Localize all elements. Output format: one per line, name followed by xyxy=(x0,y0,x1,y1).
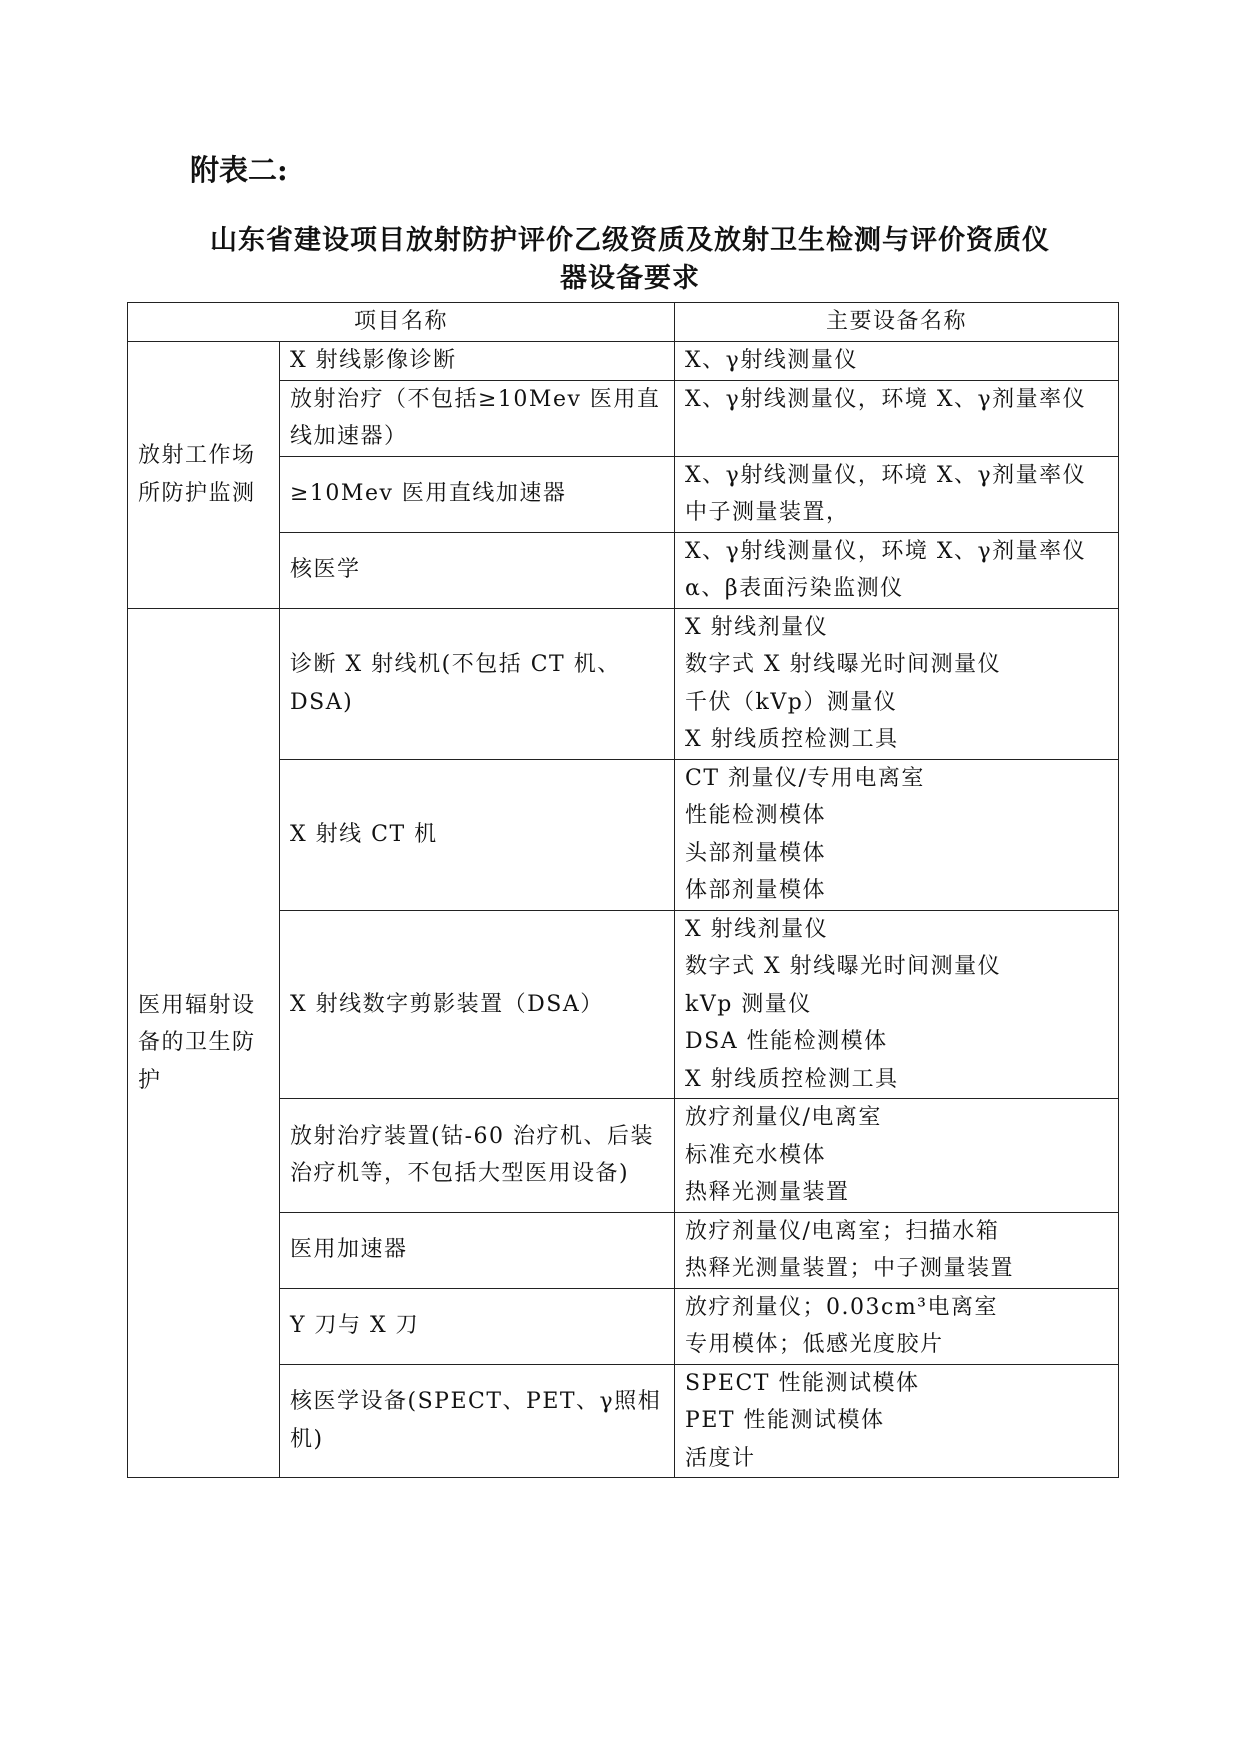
item-name-cell xyxy=(280,759,675,910)
equipment-item: 中子测量装置， xyxy=(685,500,850,525)
category-cell xyxy=(128,608,280,1478)
equipment-cell xyxy=(675,1099,1119,1213)
equipment-item: X、γ射线测量仪，环境 X、γ剂量率仪 xyxy=(685,386,1087,412)
equipment-item: 活度计 xyxy=(685,1445,756,1471)
item-name: X 射线影像诊断 xyxy=(290,348,457,373)
equipment-cell xyxy=(675,759,1119,910)
table-row xyxy=(128,342,1119,381)
category-cell xyxy=(128,342,280,609)
equipment-item: 放疗剂量仪/电离室 xyxy=(685,1105,882,1130)
item-name: 放射治疗装置(钴-60 治疗机、后装治疗机等，不包括大型医用设备) xyxy=(290,1123,655,1187)
item-name: X 射线数字剪影装置（DSA） xyxy=(290,991,604,1017)
equipment-cell xyxy=(675,608,1119,759)
item-name-cell xyxy=(280,1212,675,1288)
equipment-item: 千伏（kVp）测量仪 xyxy=(685,689,898,715)
equipment-item: 数字式 X 射线曝光时间测量仪 xyxy=(685,652,1002,677)
equipment-item: 数字式 X 射线曝光时间测量仪 xyxy=(685,954,1002,979)
item-name-cell xyxy=(280,1099,675,1213)
item-name: 诊断 X 射线机(不包括 CT 机、DSA) xyxy=(290,652,621,715)
appendix-label: 附表二: xyxy=(190,153,288,187)
equipment-item: DSA 性能检测模体 xyxy=(685,1029,888,1054)
table-row xyxy=(128,608,1119,759)
item-name: 放射治疗（不包括≥10Mev 医用直线加速器） xyxy=(290,386,661,449)
item-name: 核医学 xyxy=(290,557,361,583)
equipment-item: X 射线剂量仪 xyxy=(685,916,829,942)
equipment-cell xyxy=(675,342,1119,381)
item-name-cell xyxy=(280,380,675,456)
equipment-item: SPECT 性能测试模体 xyxy=(685,1370,920,1396)
equipment-item: CT 剂量仪/专用电离室 xyxy=(685,765,925,791)
equipment-item: X、γ射线测量仪，环境 X、γ剂量率仪 xyxy=(685,462,1087,488)
equipment-requirements-table xyxy=(127,302,1119,1478)
header-item-name: 项目名称 xyxy=(128,303,675,342)
equipment-item: 放疗剂量仪；0.03cm³电离室 xyxy=(685,1294,999,1320)
item-name-cell xyxy=(280,532,675,608)
item-name: 医用加速器 xyxy=(290,1237,408,1263)
item-name: X 射线 CT 机 xyxy=(290,821,438,847)
equipment-item: 标准充水模体 xyxy=(685,1142,827,1168)
equipment-item: α、β表面污染监测仪 xyxy=(685,576,904,601)
item-name-cell xyxy=(280,1364,675,1478)
item-name-cell xyxy=(280,456,675,532)
document-title xyxy=(180,222,1080,298)
header-equipment-name: 主要设备名称 xyxy=(675,303,1119,342)
equipment-cell xyxy=(675,456,1119,532)
equipment-item: X 射线质控检测工具 xyxy=(685,727,899,752)
equipment-item: 放疗剂量仪/电离室；扫描水箱 xyxy=(685,1218,1000,1244)
equipment-item: kVp 测量仪 xyxy=(685,991,812,1017)
item-name: Y 刀与 X 刀 xyxy=(290,1313,420,1339)
equipment-item: 热释光测量装置 xyxy=(685,1180,850,1205)
equipment-cell xyxy=(675,532,1119,608)
item-name-cell xyxy=(280,910,675,1099)
equipment-item: X、γ射线测量仪，环境 X、γ剂量率仪 xyxy=(685,538,1087,564)
table-header-row xyxy=(128,303,1119,342)
equipment-item: 热释光测量装置；中子测量装置 xyxy=(685,1256,1015,1281)
category-label: 医用辐射设备的卫生防护 xyxy=(138,992,256,1093)
equipment-cell xyxy=(675,910,1119,1099)
item-name: ≥10Mev 医用直线加速器 xyxy=(290,481,567,507)
equipment-cell xyxy=(675,380,1119,456)
title-line-2: 器设备要求 xyxy=(560,263,700,294)
item-name-cell xyxy=(280,608,675,759)
item-name: 核医学设备(SPECT、PET、γ照相机) xyxy=(290,1389,662,1452)
equipment-item: X 射线剂量仪 xyxy=(685,614,829,640)
title-line-1: 山东省建设项目放射防护评价乙级资质及放射卫生检测与评价资质仪 xyxy=(210,225,1050,256)
equipment-item: 体部剂量模体 xyxy=(685,878,827,903)
equipment-item: X、γ射线测量仪 xyxy=(685,348,858,373)
equipment-cell xyxy=(675,1212,1119,1288)
equipment-item: 性能检测模体 xyxy=(685,803,827,828)
category-label: 放射工作场所防护监测 xyxy=(138,443,256,506)
equipment-item: X 射线质控检测工具 xyxy=(685,1066,899,1092)
equipment-cell xyxy=(675,1288,1119,1364)
equipment-item: 头部剂量模体 xyxy=(685,840,827,866)
equipment-item: 专用模体；低感光度胶片 xyxy=(685,1332,944,1357)
equipment-cell xyxy=(675,1364,1119,1478)
equipment-item: PET 性能测试模体 xyxy=(685,1408,885,1433)
item-name-cell xyxy=(280,1288,675,1364)
item-name-cell xyxy=(280,342,675,381)
